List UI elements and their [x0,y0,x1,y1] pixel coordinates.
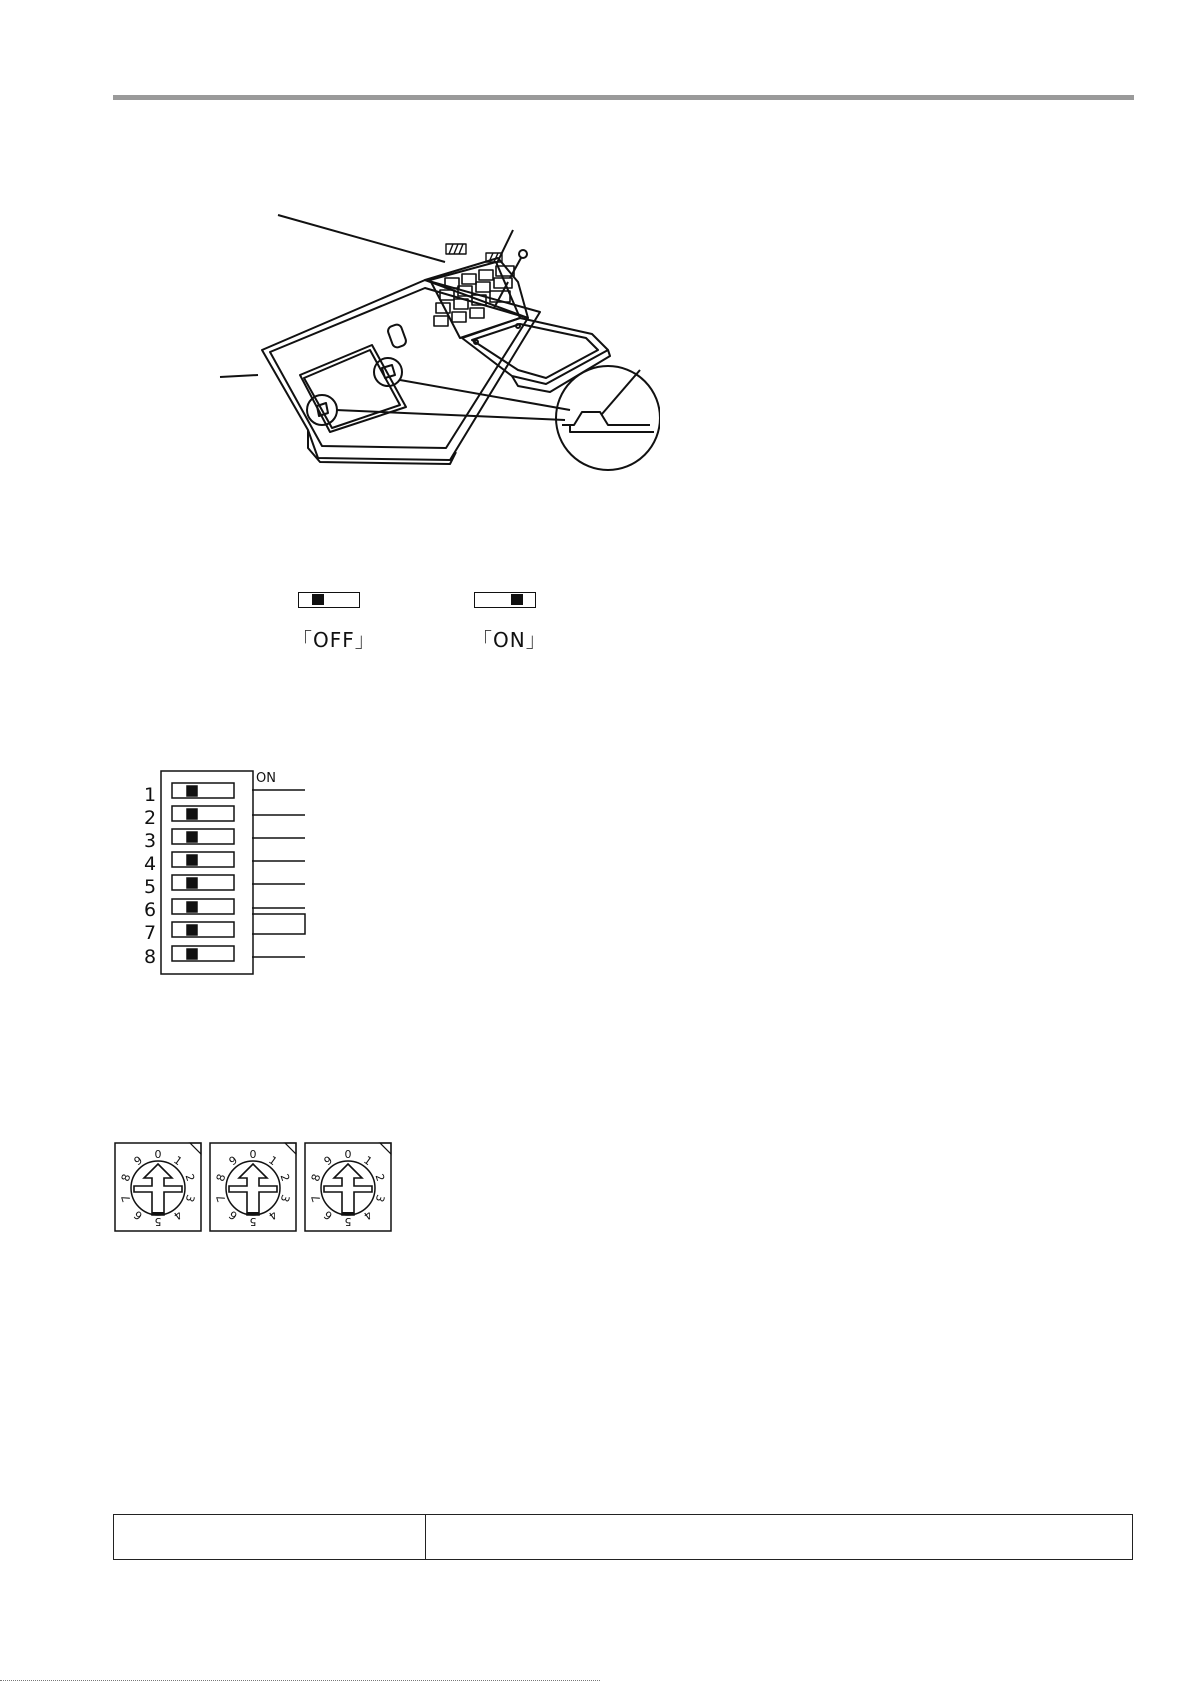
footer-table-cell [114,1515,426,1559]
header-rule [113,95,1134,100]
remote-controller-illustration [200,200,660,500]
rotary-pointer-base [152,1212,164,1215]
dip-position-label: 3 [144,830,157,852]
rotary-digit: 3 [372,1193,388,1204]
footer-table-cell [426,1515,1132,1559]
rotary-corner-mark [285,1143,296,1154]
rotary-digit: 7 [213,1193,229,1204]
dip-switch-slot [172,875,234,890]
rotary-digit: 8 [308,1172,324,1183]
rotary-switch-row [114,1142,396,1236]
dip-position-label: 2 [144,807,157,829]
slide-switch-off [298,592,360,608]
dip-position-label: 7 [144,922,157,944]
dip-switch-slot [172,829,234,844]
dip-switch-knob [187,809,197,819]
dip-switch-slot [172,922,234,937]
bottom-edge-rule [0,1680,600,1682]
dip-position-label: 6 [144,899,157,921]
dip-switch-block [160,770,310,980]
rotary-dial-switch [115,1143,201,1231]
rotary-pointer-base [342,1212,354,1215]
dip-switch-knob [187,902,197,912]
rotary-arrow-icon [134,1164,182,1215]
rotary-digit: 6 [226,1207,240,1223]
rotary-digit: 9 [131,1153,145,1169]
dip-position-label: 5 [144,876,157,898]
dip-switch-slot [172,783,234,798]
rotary-digit: 7 [118,1193,134,1204]
footer-table [113,1514,1133,1560]
dip-switch-knob [187,832,197,842]
dip-switch-slot [172,946,234,961]
dip-switch-knob [187,878,197,888]
rotary-digit: 6 [131,1207,145,1223]
rotary-digit: 0 [154,1148,162,1161]
dip-switch-slot [172,806,234,821]
rotary-digit: 2 [277,1172,293,1183]
rotary-digit: 2 [372,1172,388,1183]
slide-switch-on [474,592,536,608]
dip-switch-knob [187,786,197,796]
rotary-digit: 2 [182,1172,198,1183]
switch-knob-icon [312,594,324,605]
rotary-digit: 7 [308,1193,324,1204]
dip-switch-knob [187,925,197,935]
rotary-corner-mark [380,1143,391,1154]
rotary-digit: 3 [182,1193,198,1204]
rotary-arrow-icon [229,1164,277,1215]
dip-switch-slot [172,899,234,914]
rotary-digit: 6 [321,1207,335,1223]
switch-knob-icon [511,594,523,605]
rotary-digit: 9 [226,1153,240,1169]
dip-switch-slot [172,852,234,867]
rotary-digit: 4 [361,1207,375,1223]
dip-position-label: 4 [144,853,157,875]
rotary-digit: 4 [171,1207,185,1223]
rotary-digit: 8 [213,1172,229,1183]
rotary-digit: 5 [249,1215,257,1228]
dip-on-marker: ON [256,771,276,786]
rotary-digit: 8 [118,1172,134,1183]
rotary-digit: 9 [321,1153,335,1169]
rotary-digit: 0 [344,1148,352,1161]
off-label: 「OFF」 [292,628,376,652]
dip-position-label: 1 [144,784,157,806]
rotary-digit: 0 [249,1148,257,1161]
rotary-pointer-base [247,1212,259,1215]
rotary-corner-mark [190,1143,201,1154]
rotary-digit: 1 [266,1153,280,1169]
rotary-dial-switch [305,1143,391,1231]
on-label: 「ON」 [472,628,547,652]
dip-switch-knob [187,949,197,959]
rotary-digit: 5 [344,1215,352,1228]
rotary-digit: 3 [277,1193,293,1204]
rotary-dial-switch [210,1143,296,1231]
rotary-digit: 5 [154,1215,162,1228]
rotary-digit: 4 [266,1207,280,1223]
dip-switch-knob [187,855,197,865]
rotary-arrow-icon [324,1164,372,1215]
dip-position-label: 8 [144,946,157,968]
rotary-digit: 1 [171,1153,185,1169]
rotary-digit: 1 [361,1153,375,1169]
